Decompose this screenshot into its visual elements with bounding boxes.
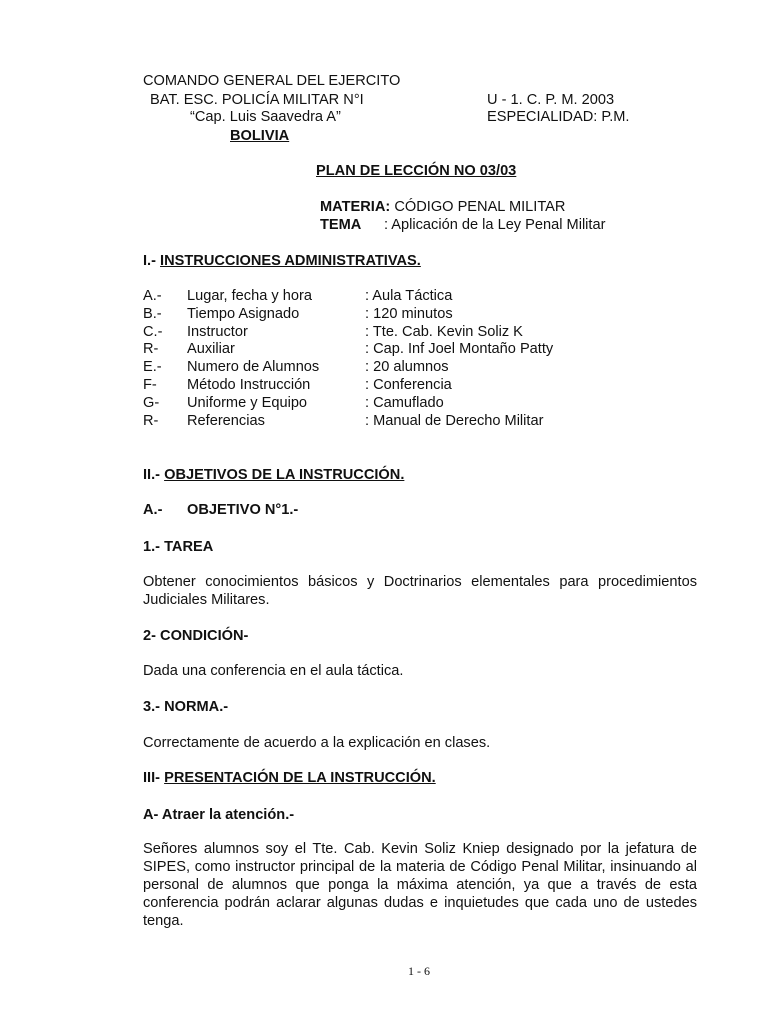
admin-item-label: Método Instrucción <box>187 377 311 393</box>
header-captain: “Cap. Luis Saavedra A” <box>190 109 341 125</box>
admin-item-key: F- <box>143 377 157 393</box>
section1-title: INSTRUCCIONES ADMINISTRATIVAS. <box>160 253 421 269</box>
admin-item-key: R- <box>143 412 159 429</box>
admin-item-label: Auxiliar <box>187 341 235 358</box>
tarea-text: Obtener conocimientos básicos y Doctrinarios elementales para procedimientos Judiciales Militares. <box>143 574 697 608</box>
section3-number: III- <box>143 770 161 786</box>
admin-item-value: : Camuflado <box>365 394 444 411</box>
admin-item-value: : Cap. Inf Joel Montaño Patty <box>365 341 554 358</box>
attention-subtitle: A- Atraer la atención.- <box>143 807 295 823</box>
admin-item-key: E.- <box>143 359 162 376</box>
materia-value: CÓDIGO PENAL MILITAR <box>394 199 566 215</box>
tema-label: TEMA <box>320 217 362 233</box>
admin-item-label: Referencias <box>187 412 265 429</box>
objective-key: A.- <box>143 502 163 518</box>
admin-item-value: : Manual de Derecho Militar <box>365 412 544 429</box>
norma-text: Correctamente de acuerdo a la explicación en clases. <box>143 735 491 751</box>
tema-value: : Aplicación de la Ley Penal Militar <box>384 217 606 233</box>
section2-heading <box>143 466 404 484</box>
header-command: COMANDO GENERAL DEL EJERCITO <box>143 73 401 89</box>
objective-title: OBJETIVO N°1.- <box>187 502 299 518</box>
admin-item-value: : Aula Táctica <box>365 288 453 304</box>
admin-item-value: : 120 minutos <box>365 305 453 322</box>
section1-heading <box>143 252 421 270</box>
section3-heading <box>143 769 436 787</box>
admin-item-key: C.- <box>143 323 163 340</box>
admin-item-value: : 20 alumnos <box>365 359 449 376</box>
header-battalion: BAT. ESC. POLICÍA MILITAR N°I <box>150 92 364 108</box>
section1-number: I.- <box>143 253 156 269</box>
header-specialty: ESPECIALIDAD: P.M. <box>487 109 630 125</box>
condicion-text: Dada una conferencia en el aula táctica. <box>143 663 404 679</box>
admin-item-label: Uniforme y Equipo <box>187 394 308 411</box>
admin-item-key: R- <box>143 341 159 358</box>
admin-item-key: G- <box>143 394 160 411</box>
materia-label: MATERIA: <box>320 199 391 215</box>
section3-title: PRESENTACIÓN DE LA INSTRUCCIÓN. <box>164 770 436 786</box>
header-unit-code: U - 1. C. P. M. 2003 <box>487 92 615 108</box>
admin-item-label: Tiempo Asignado <box>187 305 300 322</box>
admin-item-value: : Tte. Cab. Kevin Soliz K <box>365 323 523 340</box>
admin-item-value: : Conferencia <box>365 377 452 393</box>
section2-title: OBJETIVOS DE LA INSTRUCCIÓN. <box>164 467 405 483</box>
header-country: BOLIVIA <box>230 128 290 144</box>
tarea-title: 1.- TAREA <box>143 539 214 555</box>
admin-item-label: Numero de Alumnos <box>187 359 320 376</box>
admin-item-label: Instructor <box>187 323 248 340</box>
attention-text: Señores alumnos soy el Tte. Cab. Kevin Soliz Kniep designado por la jefatura de SIPES, como instructor principal de la materia de Código Penal Militar, insinuando al personal de alumnos que ponga la máxima atención, ya que a través de esta conferencia podrán aclarar algunas dudas e inquietudes que cada uno de ustedes tenga. <box>143 841 697 929</box>
norma-title: 3.- NORMA.- <box>143 699 229 715</box>
section2-number: II.- <box>143 467 161 483</box>
condicion-title: 2- CONDICIÓN- <box>143 628 249 644</box>
page-number: 1 - 6 <box>408 964 430 978</box>
admin-item-label: Lugar, fecha y hora <box>187 288 312 304</box>
admin-item-key: A.- <box>143 288 162 304</box>
plan-title: PLAN DE LECCIÓN NO 03/03 <box>316 163 517 179</box>
materia-line <box>320 198 565 216</box>
admin-item-key: B.- <box>143 305 162 322</box>
